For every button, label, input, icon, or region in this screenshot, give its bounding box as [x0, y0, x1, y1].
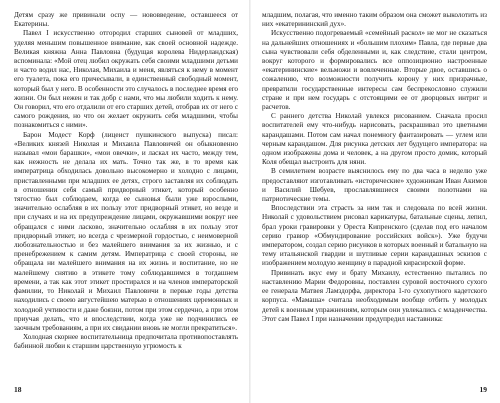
right-page-text [262, 11, 487, 324]
paragraph: Искусственно подогреваемый «семейный раскол» не мог не сказаться на дальнейших отношениях и «большим плохим» Павла, где первые два сына чувствовали себя обделенными и, как следствие, стали центром, вокруг которого и формировались все оппозиционно настроенные «екатерининские» вельможи и вовлеченные. Вторые двое, оставшись о сожалению, что возможности получить корону у них призрачные, превратили государственные интересы сам беспрекословно служили стране и при нем государь с отстоящими ее от дворцовых интриг и расчетов. [262, 29, 487, 112]
paragraph: Барон Модест Корф (лицеист пушкинского выпуска) писал: «Великих князей Николая и Михаила Павловичей он обыкновенно называл «мои барашки», «мои овечки», и ласкал их часто, между тем, как нежность не делала их мать. Точно так же, в то время как императрица обходилась довольно высокомерно и холодно с лицами, приставленными при младших ее детях, строго заставляя их соблюдать в отношении себя самый придворный этикет, который особенно тягостно был соблюдаем, когда ее сыновья были уже взрослыми, значительно ослабляя в их пользу этот придворный этикет, но везде и при случаях и на их предупреждение лицами, окружавшими вокруг нее обращался с ними ласково, значительно ослабляя в их пользу этот придворный этикет, но всегда с чрезмерной гордостью, с неимоверной любознательностью и без малейшего внимания за их жизнью, и с пренебрежением к самим детям. Императрица с своей стороны, не обращала ни малейшего внимания на их жизнь и воспитание, но не малейшему снятию в этикете тому соблюдавшимся в тогдашнем времени, а так как этот этикет простирался и на членов императорской фамилии, то Николай и Михаил Павловичи в первые годы детства находились с своею августейшею матерью в отношениях церемонных и холодной учтивости и даже боязни, потом при этом сердечно, а при этом приучая делать, что и впоследствии, когда уже не подчинились ее заочным требованиям, а при их свидании вновь не могли прекратиться». [14, 130, 238, 332]
paragraph: С раннего детства Николай увлекся рисованием. Сначала просил воспитателей ему что-нибудь нарисовать, раскрашивал это цветными карандашами. Потом сам начал понемногу фантазировать — углем или черным карандашом. Для рисунка детских лет будущего императора: на одном изображены дома и человек, а на другом просто домик, который Коля обещал выстроить для няни. [262, 112, 487, 167]
paragraph: В семилетнем возрасте выяснилось ему по два часа в неделю уже предоставляют изготавливать «исторические» художникам Иван Акимов и Василий Шебуев, прославлявшиеся своими полотнами на патриотические темы. [262, 167, 487, 204]
paragraph: младшим, полагая, что именно таким образом она сможет выколотить из них «екатерининский дух». [262, 11, 487, 29]
left-page-text [14, 11, 238, 352]
right-page [250, 0, 500, 403]
paragraph: Холодная скорнее воспитательница предпочитала противопоставлять бабинной любви к старшим царственную угрюмость к [14, 333, 238, 351]
right-page-number: 19 [479, 385, 487, 394]
paragraph: Детям сразу же привинали оспу — нововведение, оставшееся от Екатерины. [14, 11, 238, 29]
paragraph: Впоследствии эта страсть за ним так и следовала по всей жизни. Николай с удовольствием рисовал карикатуры, батальные сцены, лепил, брал уроки гравировки у Ореста Кипренского (сделав под его началом серию гравюр «Обмундирование российских войск»). Уже будучи императором, создал серию рисунков в которых военный и батальную на тему итальянской гвардии и шутливые серии карандашных эскизов с изображением молодую женщину в парадной кирасирской форме. [262, 204, 487, 268]
paragraph: Привинать вкус ему и брату Михаилу, естественно пытались по наставлению Марии Федоровны, поставлен суровой восточного сухого ее генерала Матвея Ламздорфа, директора 1-го сухопутного кадетского корпуса. «Мамаша» считала необходимым вообще отбить у молодых детей к военным упражнениям, которым они увлекались с младенчества. Этот сам Павел I при назначении предупредил наставника: [262, 268, 487, 323]
left-page-number: 18 [14, 385, 22, 394]
paragraph: Павел I искусственно отгородил старших сыновей от младших, уделяя меньшим повышенное внимание, как своей основной надежде. Великая княжна Анна Павловна (будущая королева Нидерландская) вспоминала: «Мой отец любил окружать себя своими младшими детьми и часто водил нас, Николая, Михаила и меня, являться к нему в момент его туалета, пока его причесывали, в единственный свободный момент, который был у него. В особенности это случалось в последнее время его жизни. Он был нежен и так добр с нами, что мы любили ходить к нему. Он говорил, что его отдалили от его старших детей, отобрав их от него с самого рождения, но что он желает окружить себя младшими, чтобы познакомиться с ними». [14, 29, 238, 130]
